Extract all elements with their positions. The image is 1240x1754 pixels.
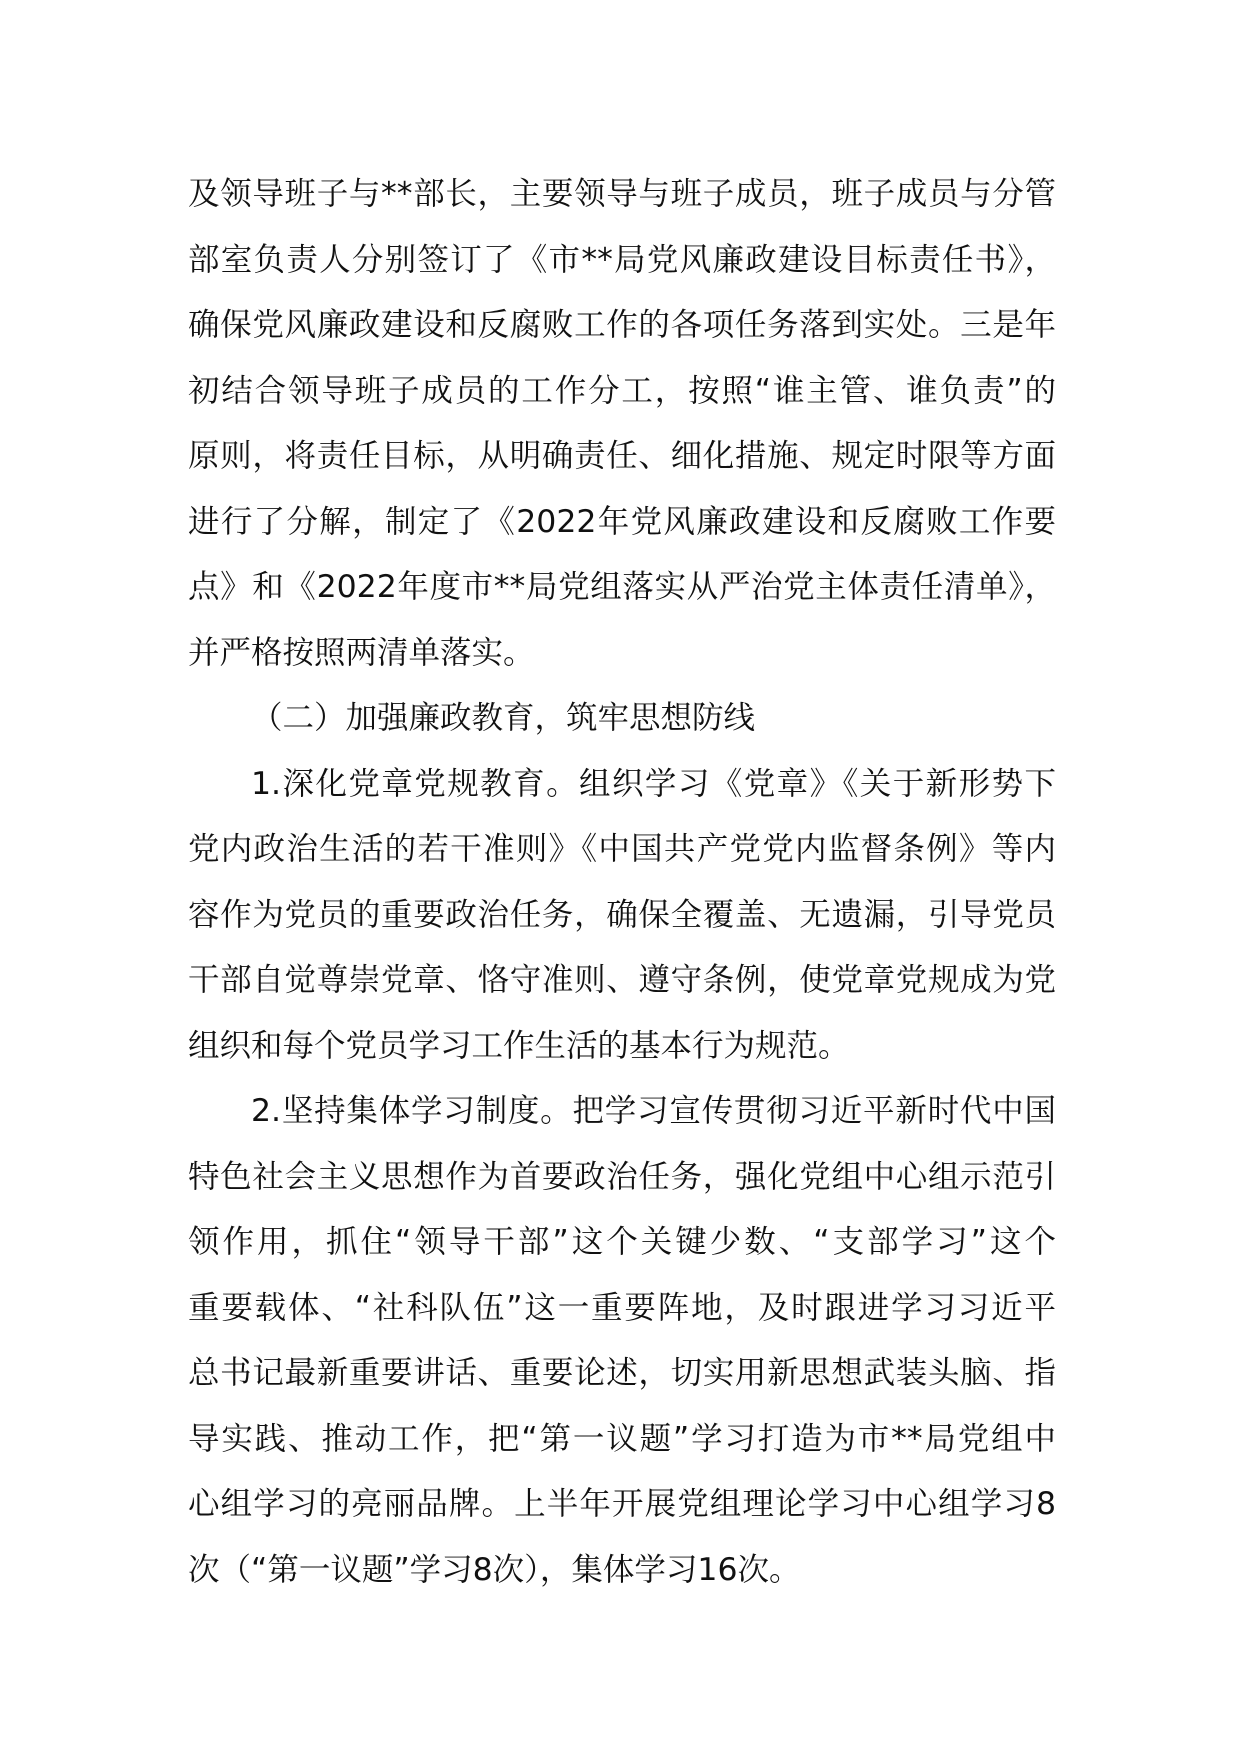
text-line: 部室负责人分别签订了《市**局党风廉政建设目标责任书》，: [188, 241, 1056, 278]
text-line: 确保党风廉政建设和反腐败工作的各项任务落到实处。三是年: [188, 307, 1056, 343]
text-line: 总书记最新重要讲话、重要论述，切实用新思想武装头脑、指: [188, 1355, 1056, 1391]
text-line: 心组学习的亮丽品牌。上半年开展党组理论学习中心组学习8: [188, 1486, 1056, 1522]
text-line: 党内政治生活的若干准则》《中国共产党党内监督条例》等内: [188, 831, 1056, 867]
document-body: [188, 162, 1056, 1603]
text-line: 1.深化党章党规教育。组织学习《党章》《关于新形势下: [251, 765, 1056, 802]
text-line: 导实践、推动工作，把“第一议题”学习打造为市**局党组中: [188, 1420, 1056, 1457]
text-line: 次（“第一议题”学习8次），集体学习16次。: [188, 1551, 801, 1588]
text-line: 并严格按照两清单落实。: [188, 634, 535, 671]
text-line: 初结合领导班子成员的工作分工，按照“谁主管、谁负责”的: [188, 372, 1056, 409]
section-heading: （二）加强廉政教育，筑牢思想防线: [251, 700, 756, 736]
text-line: 组织和每个党员学习工作生活的基本行为规范。: [188, 1027, 850, 1064]
text-line: 领作用，抓住“领导干部”这个关键少数、“支部学习”这个: [188, 1224, 1056, 1260]
text-line: 进行了分解，制定了《2022年党风廉政建设和反腐败工作要: [188, 503, 1056, 540]
text-line: 容作为党员的重要政治任务，确保全覆盖、无遗漏，引导党员: [188, 896, 1056, 933]
text-line: 2.坚持集体学习制度。把学习宣传贯彻习近平新时代中国: [251, 1093, 1056, 1129]
text-line: 及领导班子与**部长，主要领导与班子成员，班子成员与分管: [188, 176, 1056, 212]
text-line: 原则，将责任目标，从明确责任、细化措施、规定时限等方面: [188, 438, 1056, 474]
text-line: 重要载体、“社科队伍”这一重要阵地，及时跟进学习习近平: [188, 1289, 1056, 1326]
text-line: 特色社会主义思想作为首要政治任务，强化党组中心组示范引: [188, 1158, 1056, 1195]
text-line: 干部自觉尊崇党章、恪守准则、遵守条例，使党章党规成为党: [188, 962, 1056, 998]
text-line: 点》和《2022年度市**局党组落实从严治党主体责任清单》，: [188, 569, 1056, 605]
